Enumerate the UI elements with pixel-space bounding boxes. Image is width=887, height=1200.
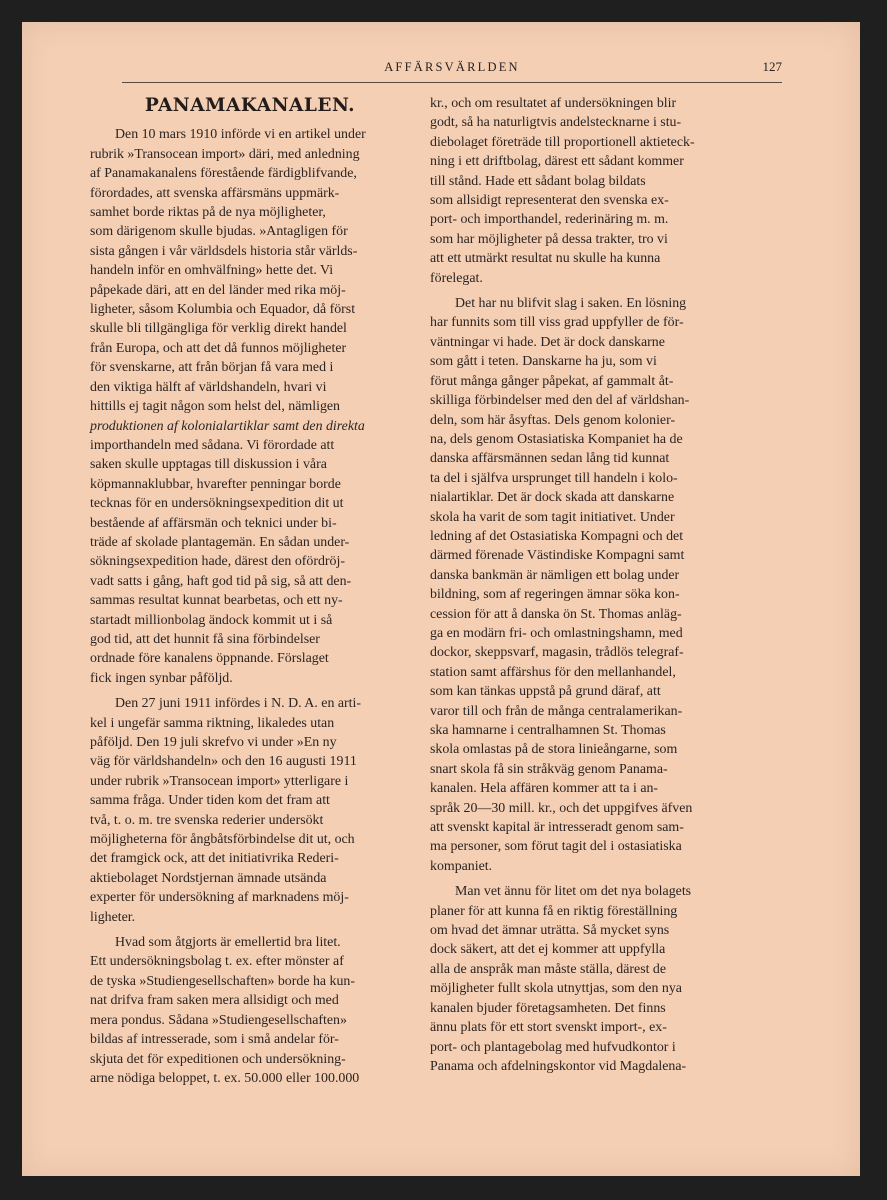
text-line: ma personer, som förut tagit del i ostasiatiska	[430, 839, 682, 855]
text-line-italic: produktionen af kolonialartiklar samt den direkta	[90, 418, 365, 434]
text-line: bildning, som af regeringen ämnar söka kon-	[430, 587, 680, 603]
text-line: Panama och afdelningskontor vid Magdalena-	[430, 1058, 687, 1074]
text-line: det framgick ock, att det initiativrika Rederi-	[90, 851, 339, 867]
text-line: möjligheter fullt skola utnyttjas, som den nya	[430, 981, 682, 997]
text-line: skola omlastas på de stora linieångarne, som	[430, 742, 678, 758]
text-line: af Panamakanalens förestående färdigblifvande,	[90, 166, 357, 182]
text-line: Det har nu blifvit slag i saken. En lösning	[455, 296, 687, 312]
text-line: till stånd. Hade ett sådant bolag bildats	[430, 173, 646, 189]
text-line: god tid, att det hunnit få sina förbindelser	[90, 631, 320, 647]
text-line: mera pondus. Sådana »Studiengesellschaften»	[90, 1012, 347, 1028]
text-line: nat drifva fram saken mera allsidigt och med	[90, 993, 339, 1009]
text-line: för svenskarne, att från början få vara med i	[90, 360, 334, 376]
text-line: hittills ej tagit någon som helst del, nämligen	[90, 399, 340, 415]
text-line: Hvad som åtgjorts är emellertid bra litet.	[115, 935, 341, 951]
text-line: port- och plantagebolag med hufvudkontor i	[430, 1039, 676, 1055]
text-line: kompaniet.	[430, 858, 493, 874]
text-line: att ett utmärkt resultat nu skulle ha kunna	[430, 251, 661, 267]
text-line: godt, så ha naturligtvis andelstecknarne i stu-	[430, 115, 682, 131]
article-heading: PANAMAKANALEN.	[144, 95, 356, 116]
text-line: danska affärsmännen sedan lång tid kunnat	[430, 451, 670, 467]
text-line: som kan tänkas uppstå på grund däraf, att	[430, 684, 661, 700]
text-line: bildas af intresserade, som i små andelar för-	[90, 1032, 339, 1048]
text-line: som allsidigt representerat den svenska ex-	[430, 193, 669, 209]
text-line: deln, som här åsyftas. Dels genom kolonier-	[430, 412, 676, 428]
text-line: experter för undersökning af marknadens möj-	[90, 890, 349, 906]
text-line: samma fråga. Under tiden kom det fram att	[90, 793, 330, 809]
text-line: väg för världshandeln» och den 16 augusti 1911	[90, 754, 357, 770]
text-line: importhandeln med sådana. Vi förordade att	[90, 437, 335, 453]
text-line: danska bankmän är nämligen ett bolag under	[430, 567, 680, 583]
journal-title: AFFÄRSVÄRLDEN	[384, 60, 520, 74]
text-line: snart skola få sin stråkväg genom Panama-	[430, 761, 668, 777]
text-line: kel i ungefär samma riktning, likaledes utan	[90, 715, 335, 731]
text-line: fick ingen synbar påföljd.	[90, 670, 233, 686]
text-line: om hvad det ämnar uträtta. Så mycket syns	[430, 923, 670, 939]
text-line: förordades, att svenska affärsmäns uppmärk-	[90, 185, 340, 201]
text-line: handeln inför en omhvälfning» hette det. Vi	[90, 263, 334, 279]
text-line: som därigenom skulle bjudas. »Antagligen för	[90, 224, 348, 240]
text-line: Man vet ännu för litet om det nya bolagets	[455, 884, 692, 900]
text-line: kanalen. Hela affären kommer att ta i an-	[430, 781, 659, 797]
text-line: ligheter.	[90, 909, 136, 925]
text-line: sammas resultat kunnat bearbetas, och ett ny-	[90, 593, 343, 609]
text-line: därmed förenade Västindiske Kompagni samt	[430, 548, 685, 564]
text-line: skilliga förbindelser med den del af världshan-	[430, 393, 690, 409]
text-line: alla de anspråk man måste ställa, därest de	[430, 961, 667, 977]
text-line: sökningsexpedition hade, därest den ofördröj-	[90, 554, 345, 570]
text-line: under rubrik »Transocean import» ytterligare i	[90, 773, 349, 789]
paragraph	[90, 933, 410, 1088]
text-line: köpmannaklubbar, hvarefter penningar borde	[90, 476, 341, 492]
text-line: som har möjligheter på dessa trakter, tro vi	[430, 231, 668, 247]
text-line: ska hamnarne i centralhamnen St. Thomas	[430, 723, 666, 738]
text-line: varor till och från de många centralamerikan-	[430, 703, 683, 719]
text-line: samhet borde riktas på de nya möjligheter,	[90, 205, 326, 221]
text-line: planer för att kunna få en riktig föreställning	[430, 903, 678, 919]
text-line: arne nödiga beloppet, t. ex. 50.000 eller 100.000	[90, 1070, 360, 1086]
text-line: skola ha varit de som tagit initiativet. Under	[430, 509, 675, 525]
text-line: rubrik »Transocean import» däri, med anledning	[90, 146, 360, 162]
text-line: kr., och om resultatet af undersökningen blir	[430, 96, 677, 111]
text-line: skjuta det för expeditionen och undersökning-	[90, 1051, 346, 1067]
text-line: kanalen bjuder företagsamheten. Det finns	[430, 1000, 666, 1016]
text-line: de tyska »Studiengesellschaften» borde ha kun-	[90, 973, 356, 989]
text-line: nialartiklar. Det är dock skada att danskarne	[430, 490, 675, 506]
text-line: Den 10 mars 1910 införde vi en artikel under	[115, 127, 366, 143]
text-line: att svenskt kapital är intresseradt genom sam-	[430, 820, 684, 836]
text-line: som gått i teten. Danskarne ha ju, som vi	[430, 354, 657, 370]
text-line: saken skulle upptagas till diskussion i våra	[90, 457, 327, 473]
text-line: station samt affärshus för den mellanhandel,	[430, 664, 676, 680]
text-line: ordnade före kanalens öppnande. Förslaget	[90, 651, 329, 667]
text-line: påföljd. Den 19 juli skrefvo vi under »En ny	[90, 735, 337, 750]
text-line: Ett undersökningsbolag t. ex. efter mönster af	[90, 954, 344, 970]
right-column	[430, 94, 755, 1082]
paragraph	[430, 294, 755, 876]
text-line: två, t. o. m. tre svenska rederier undersökt	[90, 812, 324, 828]
text-line: ligheter, såsom Kolumbia och Equador, då först	[90, 302, 356, 318]
text-line: påpekade däri, att en del länder med rika möj-	[90, 282, 346, 298]
text-line: ga en modärn fri- och omlastningshamn, med	[430, 625, 683, 641]
text-line: den viktiga hälft af världshandeln, hvari vi	[90, 379, 327, 395]
text-line: dockor, skeppsvarf, magasin, trådlös telegraf-	[430, 645, 684, 661]
page-number: 127	[762, 59, 782, 74]
text-line: tecknas för en undersökningsexpedition dit ut	[90, 496, 344, 512]
paragraph	[90, 125, 410, 688]
text-line: dock säkert, att det ej kommer att uppfylla	[430, 942, 666, 958]
journal-page	[22, 22, 860, 1176]
text-line: väntningar vi hade. Det är dock danskarne	[430, 334, 665, 350]
text-line: har funnits som till viss grad uppfyller de för-	[430, 315, 684, 331]
text-line: na, dels genom Ostasiatiska Kompaniet ha de	[430, 431, 683, 447]
text-line: cession för att å danska ön St. Thomas anläg-	[430, 606, 682, 622]
running-head	[122, 58, 782, 83]
text-line: ta del i själfva ursprunget till handeln i kolo-	[430, 470, 678, 486]
text-line: förut många gånger påpekat, af gammalt åt-	[430, 373, 674, 389]
text-line: ning i ett driftbolag, därest ett sådant kommer	[430, 154, 684, 170]
text-line: träde af skolade plantagemän. En sådan under-	[90, 534, 350, 550]
text-line: förelegat.	[430, 270, 483, 286]
text-line: från Europa, och att det då funnos möjligheter	[90, 340, 347, 356]
text-line: port- och importhandel, rederinäring m. m.	[430, 212, 669, 228]
text-line: sista gången i vår världsdels historia står världs-	[90, 243, 358, 259]
paragraph	[430, 882, 755, 1076]
text-line: ledning af det Ostasiatiska Kompagni och det	[430, 528, 684, 544]
text-line: språk 20—30 mill. kr., och det uppgifves äfven	[430, 800, 693, 816]
text-line: diebolaget företräde till proportionell aktieteck-	[430, 134, 695, 150]
text-line: ännu plats för ett stort svenskt import-, ex-	[430, 1020, 667, 1036]
text-line: skulle bli tillgängliga för verklig direkt handel	[90, 321, 347, 337]
text-line: Den 27 juni 1911 infördes i N. D. A. en arti-	[115, 696, 362, 712]
paragraph	[90, 694, 410, 927]
text-line: startadt millionbolag ändock kommit ut i så	[90, 612, 333, 628]
paragraph	[430, 94, 755, 288]
text-line: vadt satts i gång, haft god tid på sig, så att den-	[90, 573, 352, 589]
text-line: aktiebolaget Nordstjernan ämnade utsända	[90, 870, 327, 886]
text-line: möjligheterna för ångbåtsförbindelse dit ut, och	[90, 832, 355, 848]
left-column	[90, 92, 410, 1094]
text-line: bestående af affärsmän och teknici under bi-	[90, 515, 337, 531]
